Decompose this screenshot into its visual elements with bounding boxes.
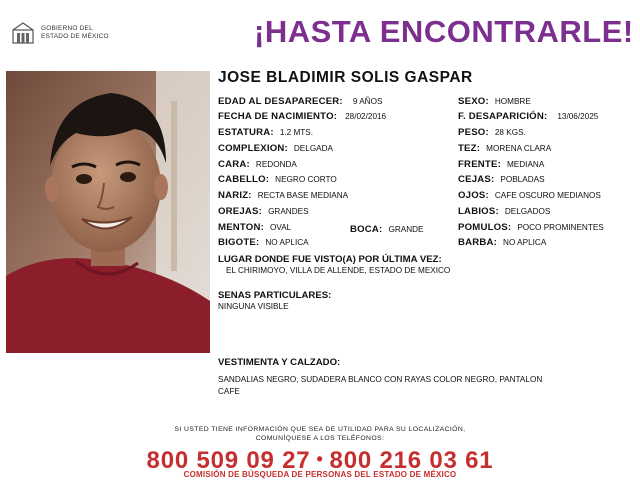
distinguishing-marks-title: SENAS PARTICULARES: bbox=[218, 290, 332, 301]
field-label: OREJAS: bbox=[218, 206, 263, 217]
field-value: POCO PROMINENTES bbox=[517, 223, 604, 232]
field-estatura bbox=[218, 127, 313, 138]
clothing-title: VESTIMENTA Y CALZADO: bbox=[218, 357, 341, 368]
agency-name: COMISIÓN DE BÚSQUEDA DE PERSONAS DEL ESTADO DE MÉXICO bbox=[183, 470, 457, 479]
field-value: NEGRO CORTO bbox=[275, 175, 337, 184]
field-label: BIGOTE: bbox=[218, 237, 260, 248]
government-logo bbox=[10, 18, 128, 48]
field-value: DELGADA bbox=[293, 144, 334, 153]
field-value: NO APLICA bbox=[503, 238, 547, 247]
field-label: POMULOS: bbox=[458, 222, 512, 233]
clothing-text-line2: CAFE bbox=[218, 387, 240, 396]
field-label: FRENTE: bbox=[458, 159, 501, 170]
field-boca bbox=[350, 224, 423, 235]
field-value: OVAL bbox=[270, 223, 292, 232]
field-labios bbox=[458, 206, 550, 217]
field-label: COMPLEXION: bbox=[218, 143, 288, 154]
field-value: REDONDA bbox=[255, 160, 297, 169]
field-fecha-desaparicion bbox=[458, 111, 598, 122]
field-value: 28/02/2016 bbox=[345, 112, 387, 121]
field-barba bbox=[458, 237, 546, 248]
field-value: RECTA BASE MEDIANA bbox=[257, 191, 349, 200]
phone-number-1[interactable]: 800 509 09 27 bbox=[146, 447, 311, 474]
field-value: CAFE OSCURO MEDIANOS bbox=[494, 191, 601, 200]
field-label: FECHA DE NACIMIENTO: bbox=[218, 111, 338, 122]
missing-person-photo bbox=[6, 71, 210, 353]
last-seen-title: LUGAR DONDE FUE VISTO(A) POR ÚLTIMA VEZ: bbox=[218, 254, 442, 265]
contact-note-line2: COMUNÍQUESE A LOS TELÉFONOS: bbox=[255, 435, 385, 442]
contact-note-line1: SI USTED TIENE INFORMACIÓN QUE SEA DE UTILIDAD PARA SU LOCALIZACIÓN, bbox=[174, 426, 466, 433]
field-cara bbox=[218, 159, 297, 170]
page-headline: ¡HASTA ENCONTRARLE! bbox=[254, 14, 634, 49]
field-value: MORENA CLARA bbox=[486, 144, 552, 153]
clothing-text-line1: SANDALIAS NEGRO, SUDADERA BLANCO CON RAYAS COLOR NEGRO, PANTALON bbox=[218, 375, 543, 384]
field-pomulos bbox=[458, 222, 604, 233]
government-label bbox=[41, 25, 109, 41]
field-edad bbox=[218, 96, 382, 107]
state-emblem-icon bbox=[10, 20, 36, 46]
field-label: BOCA: bbox=[350, 224, 383, 235]
field-label: F. DESAPARICIÓN: bbox=[458, 111, 548, 122]
distinguishing-marks-text: NINGUNA VISIBLE bbox=[218, 302, 289, 311]
field-label: TEZ: bbox=[458, 143, 481, 154]
field-value: 28 KGS. bbox=[494, 128, 526, 137]
field-label: BARBA: bbox=[458, 237, 498, 248]
field-label: PESO: bbox=[458, 127, 489, 138]
field-sexo bbox=[458, 96, 531, 107]
person-name: JOSE BLADIMIR SOLIS GASPAR bbox=[218, 69, 473, 86]
field-nariz bbox=[218, 190, 348, 201]
field-value: 1.2 MTS. bbox=[279, 128, 314, 137]
field-label: SEXO: bbox=[458, 96, 489, 107]
field-value: 9 AÑOS bbox=[352, 97, 383, 106]
field-value: NO APLICA bbox=[265, 238, 309, 247]
field-label: CABELLO: bbox=[218, 174, 270, 185]
field-menton bbox=[218, 222, 291, 233]
field-value: 13/06/2025 bbox=[557, 112, 599, 121]
field-ojos bbox=[458, 190, 601, 201]
field-value: DELGADOS bbox=[504, 207, 551, 216]
phone-number-2[interactable]: 800 216 03 61 bbox=[329, 447, 494, 474]
field-orejas bbox=[218, 206, 309, 217]
field-label: OJOS: bbox=[458, 190, 489, 201]
field-label: LABIOS: bbox=[458, 206, 499, 217]
field-value: GRANDES bbox=[268, 207, 309, 216]
field-value: HOMBRE bbox=[494, 97, 531, 106]
field-complexion bbox=[218, 143, 333, 154]
field-bigote bbox=[218, 237, 309, 248]
field-label: MENTON: bbox=[218, 222, 264, 233]
field-label: NARIZ: bbox=[218, 190, 252, 201]
field-label: ESTATURA: bbox=[218, 127, 274, 138]
gov-line-1: GOBIERNO DEL bbox=[41, 25, 93, 32]
field-label: EDAD AL DESAPARECER: bbox=[218, 96, 343, 107]
field-tez bbox=[458, 143, 551, 154]
field-value: POBLADAS bbox=[500, 175, 545, 184]
field-value: MEDIANA bbox=[506, 160, 545, 169]
field-fecha-nacimiento bbox=[218, 111, 386, 122]
field-label: CEJAS: bbox=[458, 174, 495, 185]
field-cejas bbox=[458, 174, 545, 185]
last-seen-location: EL CHIRIMOYO, VILLA DE ALLENDE, ESTADO DE MEXICO bbox=[226, 266, 451, 275]
field-label: CARA: bbox=[218, 159, 250, 170]
phone-separator: • bbox=[316, 449, 324, 469]
field-frente bbox=[458, 159, 544, 170]
gov-line-2: ESTADO DE MÉXICO bbox=[41, 33, 109, 40]
field-cabello bbox=[218, 174, 337, 185]
field-value: GRANDE bbox=[388, 225, 424, 234]
field-peso bbox=[458, 127, 526, 138]
